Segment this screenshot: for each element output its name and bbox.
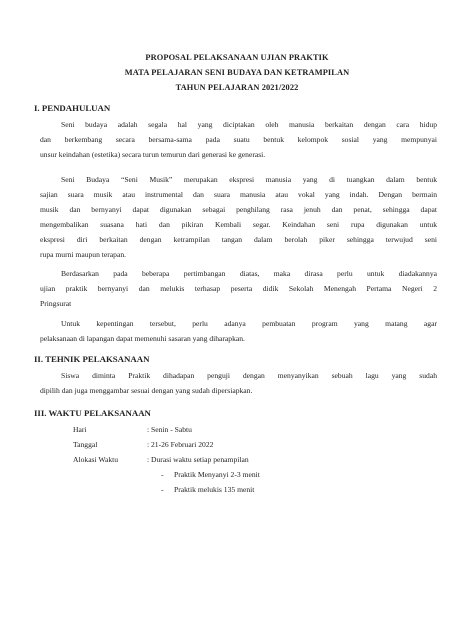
- paragraph-line: Berdasarkan pada beberapa pertimbangan diatas, maka dirasa perlu untuk diadakannya: [61, 269, 437, 278]
- paragraph-line: mengembalikan suasana hati dan pikiran Kembali segar. Keindahan seni rupa digunakan untuk: [40, 220, 437, 229]
- paragraph-line: sajian suara musik atau instrumental dan suara manusia atau vokal yang indah. Dengan bermain: [40, 190, 437, 199]
- schedule-label-alokasi-waktu: Alokasi Waktu: [73, 455, 119, 464]
- schedule-value-alokasi-waktu: : Durasi waktu setiap penampilan: [147, 455, 249, 464]
- paragraph-line: Seni budaya adalah segala hal yang diciptakan oleh manusia berkaitan dengan cara hidup: [61, 120, 437, 129]
- paragraph-line: ekspresi diri berkaitan dengan ketrampilan tangan dalam berolah piker sehingga terwujud seni: [40, 235, 437, 244]
- section-heading-pendahuluan: I. PENDAHULUAN: [34, 103, 111, 113]
- schedule-label-hari: Hari: [73, 425, 87, 434]
- paragraph-line: Untuk kepentingan tersebut, perlu adanya pembuatan program yang matang agar: [61, 319, 437, 328]
- section-heading-tehnik-pelaksanaan: II. TEHNIK PELAKSANAAN: [34, 354, 150, 364]
- paragraph-line: unsur keindahan (estetika) secara turun temurun dari generasi ke generasi.: [40, 150, 266, 159]
- paragraph-line: rupa murni maupun terapan.: [40, 250, 127, 259]
- section-heading-waktu-pelaksanaan: III. WAKTU PELAKSANAAN: [34, 408, 151, 418]
- schedule-value-hari: : Senin - Sabtu: [147, 425, 192, 434]
- paragraph-line: Siswa diminta Praktik dihadapan penguji dengan menyanyikan sebuah lagu yang sudah: [61, 371, 437, 380]
- paragraph-line: musik dan bernyanyi dapat digunakan sebagai penghilang rasa jenuh dan penat, sehingga dapat: [40, 205, 437, 214]
- paragraph-line: Pringsurat: [40, 299, 72, 308]
- document-title-line-3: TAHUN PELAJARAN 2021/2022: [175, 83, 299, 92]
- paragraph-line: dipilih dan juga menggambar sesuai dengan yang sudah dipersiapkan.: [40, 386, 253, 395]
- bullet-dash: -: [161, 485, 164, 494]
- bullet-item-menyanyi: Praktik Menyanyi 2-3 menit: [174, 470, 260, 479]
- document-title-line-2: MATA PELAJARAN SENI BUDAYA DAN KETRAMPILAN: [124, 68, 350, 77]
- bullet-item-melukis: Praktik melukis 135 menit: [174, 485, 255, 494]
- paragraph-line: ujian praktik bernyanyi dan melukis terhasap peserta didik Sekolah Menengah Pertama Negeri 2: [40, 284, 437, 293]
- schedule-value-tanggal: : 21-26 Februari 2022: [147, 440, 214, 449]
- document-title-line-1: PROPOSAL PELAKSANAAN UJIAN PRAKTIK: [145, 53, 329, 62]
- paragraph-line: dan berkembang secara bersama-sama pada suatu bentuk kelompok sosial yang mempunyai: [40, 135, 437, 144]
- paragraph-line: pelaksanaan di lapangan dapat memenuhi sasaran yang diharapkan.: [40, 334, 245, 343]
- schedule-label-tanggal: Tanggal: [73, 440, 98, 449]
- bullet-dash: -: [161, 470, 164, 479]
- paragraph-line: Seni Budaya “Seni Musik” merupakan ekspresi manusia yang di tuangkan dalam bentuk: [61, 175, 437, 184]
